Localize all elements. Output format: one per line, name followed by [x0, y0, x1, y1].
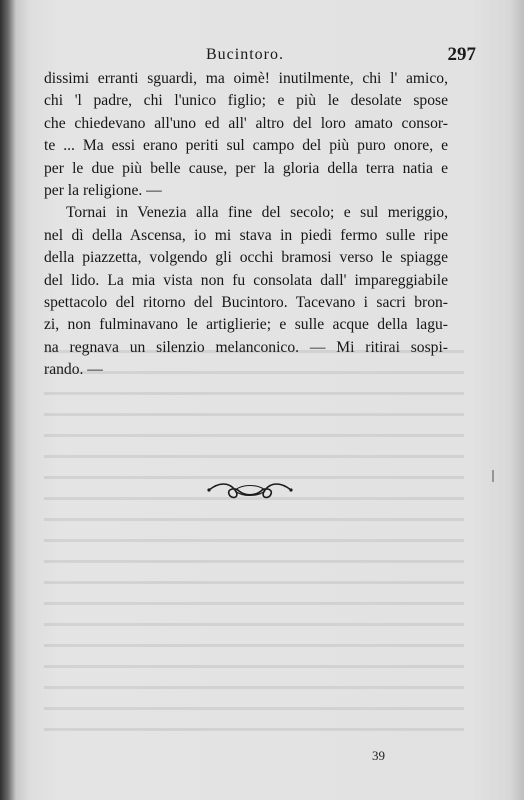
text-line: Tornai in Venezia alla fine del secolo; e sul meriggio,: [66, 204, 448, 222]
page-number: 297: [447, 44, 476, 65]
text-line: chi 'l padre, chi l'unico figlio; e più le desolate spose: [44, 92, 448, 110]
page-header: [40, 46, 480, 68]
text-line: rando. —: [44, 361, 103, 379]
text-line: per la religione. —: [44, 182, 162, 200]
text-line: che chiedevano all'uno ed all' altro del loro amato consor-: [44, 114, 448, 132]
text-line: per le due più belle cause, per la gloria della terra natia e: [44, 159, 448, 177]
text-line: spettacolo del ritorno del Bucintoro. Tacevano i sacri bron-: [44, 294, 448, 312]
signature-mark: 39: [372, 748, 385, 763]
bleed-through-text: [44, 338, 464, 738]
text-line: nel dì della Ascensa, io mi stava in piedi fermo sulle ripe: [44, 226, 448, 244]
edge-mark: [492, 470, 494, 482]
text-line: dissimi erranti sguardi, ma oimè! inutilmente, chi l' amico,: [44, 70, 448, 87]
scroll-flourish-icon: [205, 478, 295, 502]
running-title: Bucintoro.: [206, 46, 284, 63]
text-line: na regnava un silenzio melanconico. — Mi ritirai sospi-: [44, 338, 448, 356]
text-line: zi, non fulminavano le artiglierie; e sulle acque della lagu-: [44, 316, 448, 334]
body-text: [44, 68, 448, 382]
text-line: della piazzetta, volgendo gli occhi bramosi verso le spiagge: [44, 249, 448, 267]
text-line: te ... Ma essi erano periti sul campo del più puro onore, e: [44, 137, 448, 155]
text-line: del lido. La mia vista non fu consolata dall' impareggiabile: [44, 271, 448, 289]
